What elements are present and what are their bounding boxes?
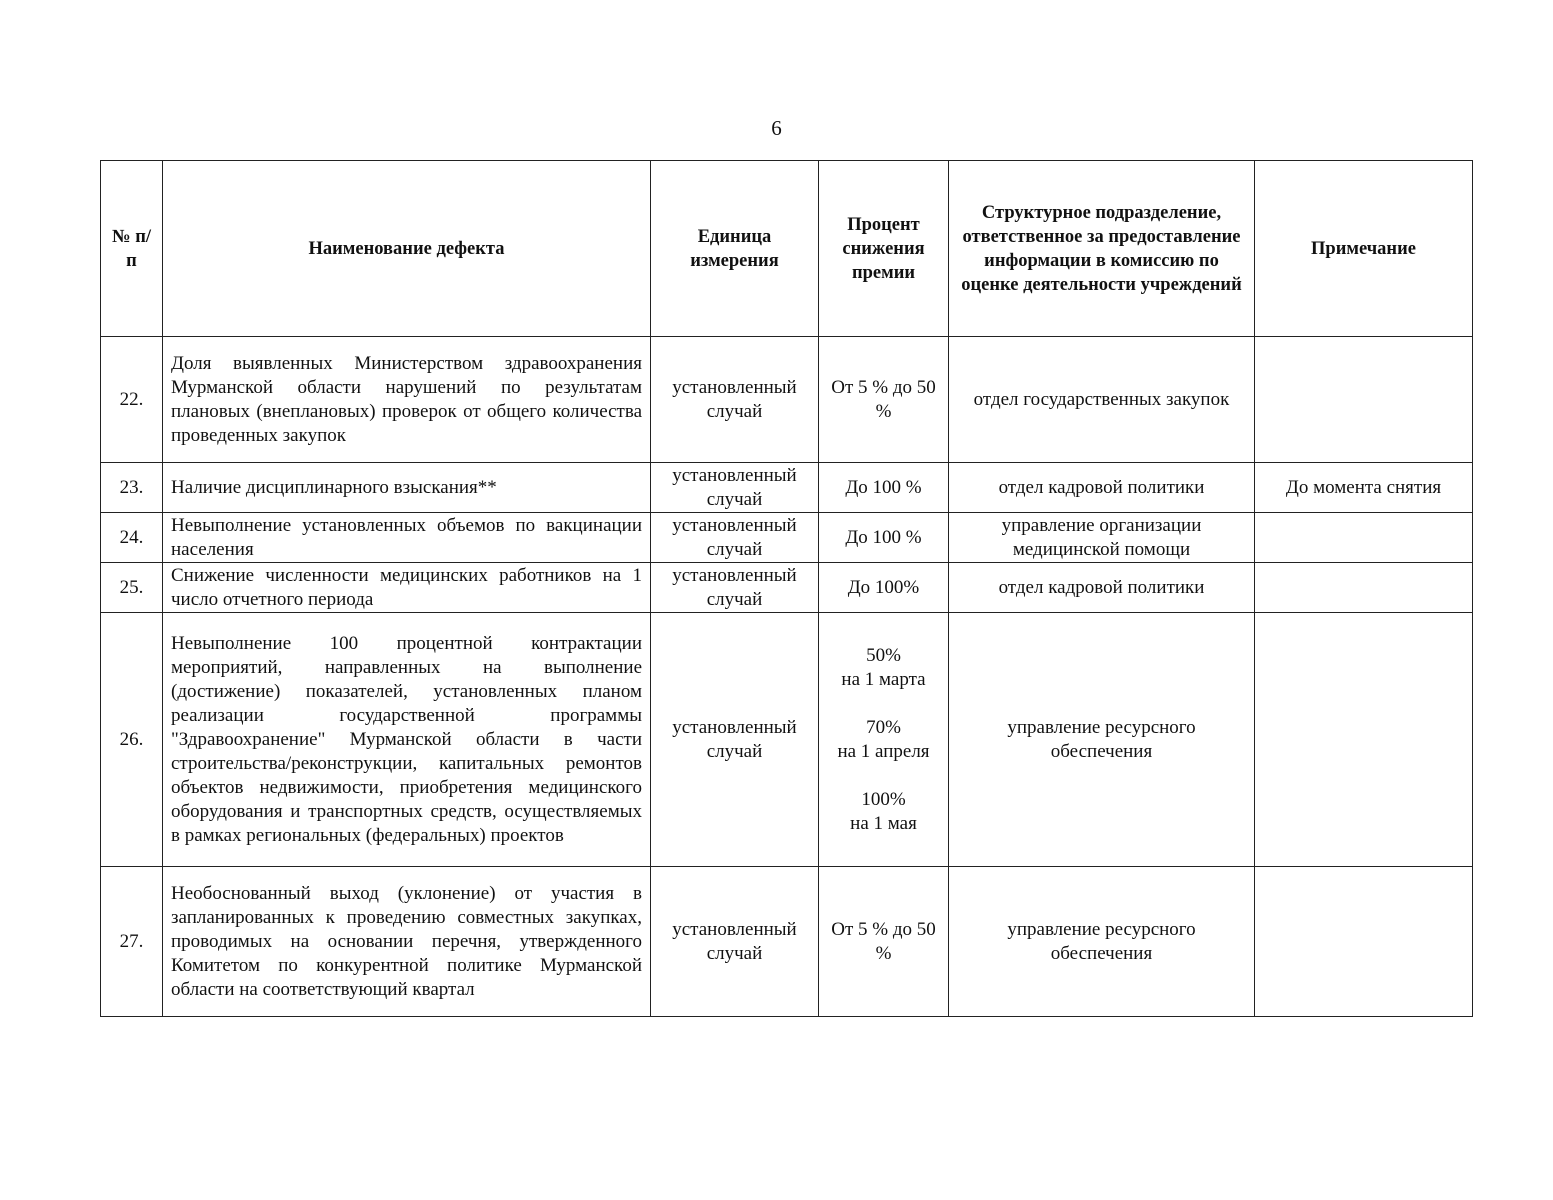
unit: установленный случай <box>651 613 819 867</box>
row-number: 23. <box>101 463 163 513</box>
table-row <box>101 867 1473 1017</box>
unit: установленный случай <box>651 867 819 1017</box>
unit: установленный случай <box>651 337 819 463</box>
percent-schedule <box>819 613 949 867</box>
table-row <box>101 463 1473 513</box>
table-row <box>101 337 1473 463</box>
percent: До 100% <box>819 563 949 613</box>
header-num: № п/п <box>101 161 163 337</box>
percent: До 100 % <box>819 463 949 513</box>
row-number: 22. <box>101 337 163 463</box>
row-number: 27. <box>101 867 163 1017</box>
percent: От 5 % до 50 % <box>819 867 949 1017</box>
row-number: 24. <box>101 513 163 563</box>
note: До момента снятия <box>1255 463 1473 513</box>
table-row <box>101 513 1473 563</box>
department: отдел государственных закупок <box>949 337 1255 463</box>
percent-step-date: на 1 мая <box>850 812 917 834</box>
header-name: Наименование дефекта <box>163 161 651 337</box>
department: управление ресурсного обеспечения <box>949 613 1255 867</box>
note <box>1255 867 1473 1017</box>
note <box>1255 563 1473 613</box>
note <box>1255 613 1473 867</box>
department: управление ресурсного обеспечения <box>949 867 1255 1017</box>
percent-step-date: на 1 апреля <box>837 740 930 762</box>
percent: От 5 % до 50 % <box>819 337 949 463</box>
header-percent: Процент снижения премии <box>819 161 949 337</box>
row-number: 25. <box>101 563 163 613</box>
percent-step-value: 50% <box>866 644 901 666</box>
percent: До 100 % <box>819 513 949 563</box>
page-number: 6 <box>771 116 782 140</box>
note <box>1255 337 1473 463</box>
table-row <box>101 613 1473 867</box>
defect-name: Снижение численности медицинских работников на 1 число отчетного периода <box>163 563 651 613</box>
percent-step-value: 100% <box>861 788 906 810</box>
department: отдел кадровой политики <box>949 563 1255 613</box>
spacer <box>827 764 940 788</box>
row-number: 26. <box>101 613 163 867</box>
defect-name: Необоснованный выход (уклонение) от участия в запланированных к проведению совместных закупках, проводимых на основании перечня, утвержденного Комитетом по конкурентной политике Мурманской области на соответствующий квартал <box>163 867 651 1017</box>
department: отдел кадровой политики <box>949 463 1255 513</box>
table-header-row <box>101 161 1473 337</box>
header-note: Примечание <box>1255 161 1473 337</box>
header-department: Структурное подразделение, ответственное за предоставление информации в комиссию по оценке деятельности учреждений <box>949 161 1255 337</box>
unit: установленный случай <box>651 513 819 563</box>
header-unit: Единица измерения <box>651 161 819 337</box>
spacer <box>827 692 940 716</box>
percent-step-value: 70% <box>866 716 901 738</box>
defect-name: Невыполнение 100 процентной контрактации мероприятий, направленных на выполнение (достижение) показателей, установленных планом реализации государственной программы "Здравоохранение" Мурманской области в части строительства/реконструкции, капитальных ремонтов объектов недвижимости, приобретения медицинского оборудования и транспортных средств, осуществляемых в рамках региональных (федеральных) проектов <box>163 613 651 867</box>
defect-name: Невыполнение установленных объемов по вакцинации населения <box>163 513 651 563</box>
note <box>1255 513 1473 563</box>
unit: установленный случай <box>651 563 819 613</box>
defect-name: Наличие дисциплинарного взыскания** <box>163 463 651 513</box>
department: управление организации медицинской помощи <box>949 513 1255 563</box>
table-row <box>101 563 1473 613</box>
defects-table <box>100 160 1473 1017</box>
defect-name: Доля выявленных Министерством здравоохранения Мурманской области нарушений по результатам плановых (внеплановых) проверок от общего количества проведенных закупок <box>163 337 651 463</box>
percent-step-date: на 1 марта <box>841 668 926 690</box>
unit: установленный случай <box>651 463 819 513</box>
